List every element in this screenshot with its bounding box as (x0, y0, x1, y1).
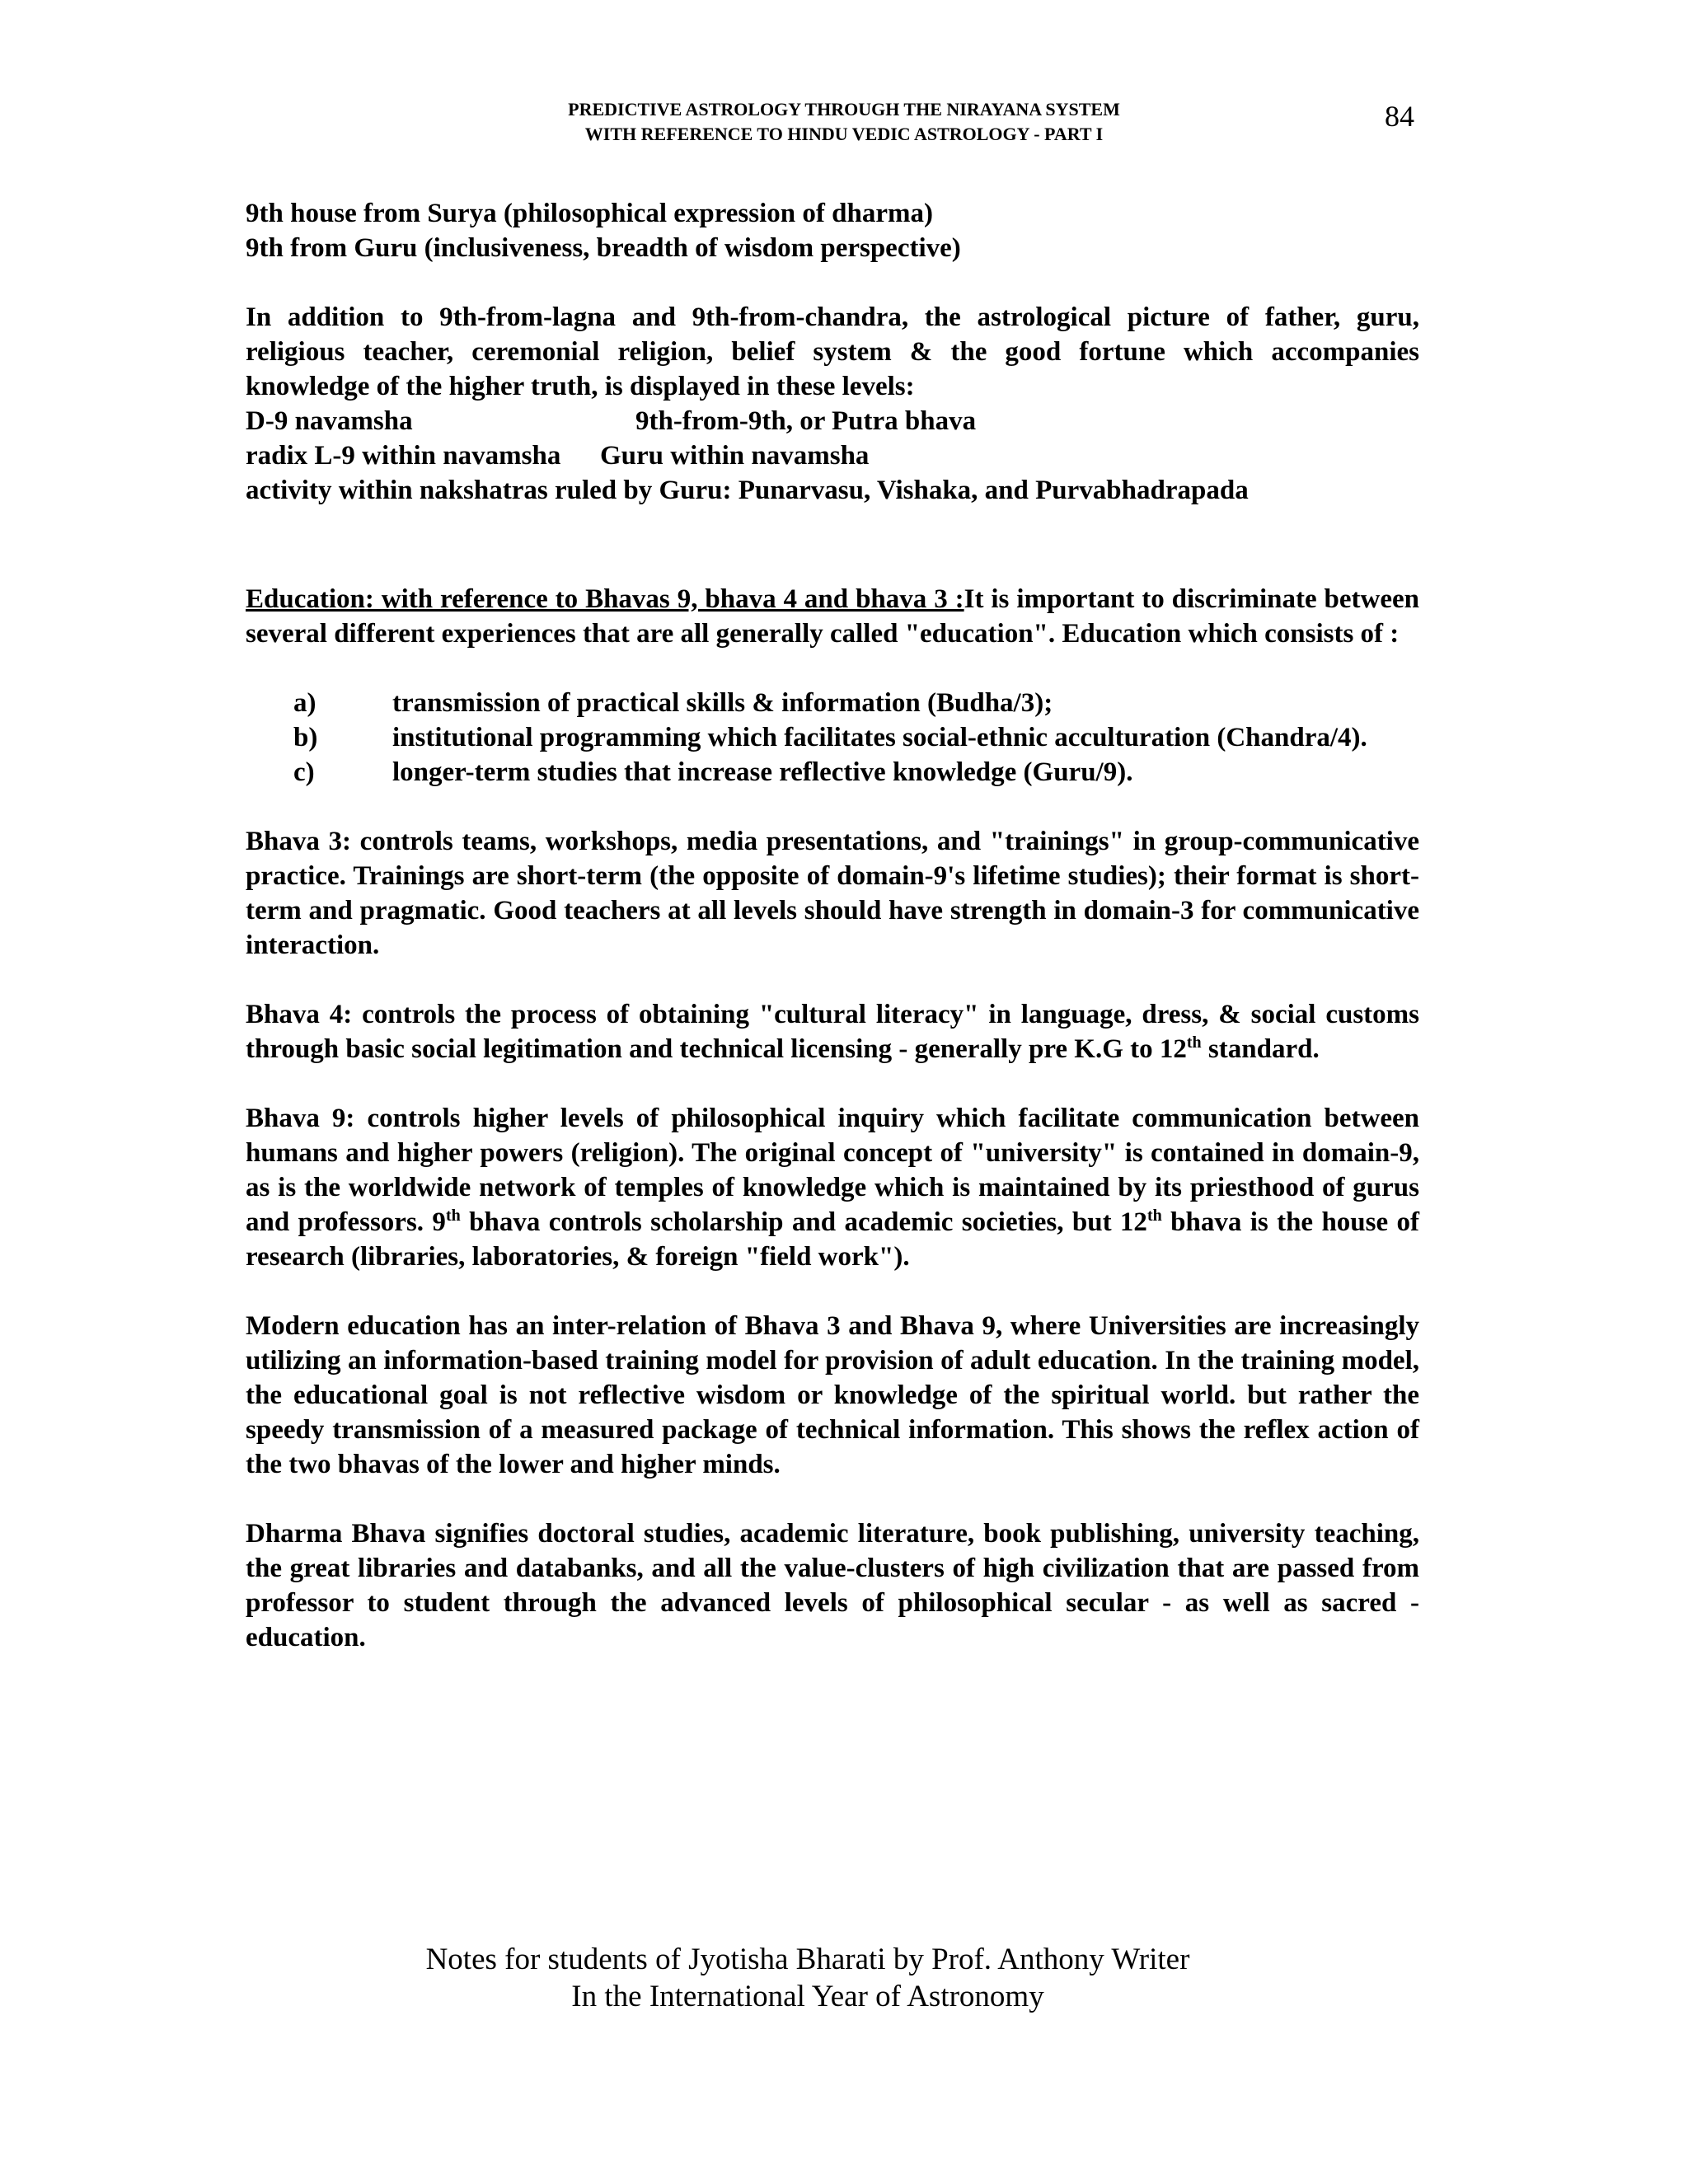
bhava-9-paragraph (246, 1101, 1419, 1274)
list-item-label: a) (293, 688, 316, 718)
levels-row-1 (246, 404, 1419, 438)
bhava-4-tail: standard. (1201, 1034, 1320, 1064)
modern-education-paragraph: Modern education has an inter-relation of Bhava 3 and Bhava 9, where Universities are increasingly utilizing an information-based training model for provision of adult education. In the training model, the educational goal is not reflective wisdom or knowledge of the spiritual world. but rather the speedy transmission of a measured package of technical information. This shows the reflex action of the two bhavas of the lower and higher minds. (246, 1311, 1419, 1479)
bhava-9-superscript-1: th (445, 1207, 461, 1225)
list-item-text: longer-term studies that increase reflective knowledge (Guru/9). (392, 757, 1133, 787)
bhava-4-paragraph (246, 997, 1419, 1066)
list-item (246, 755, 1419, 790)
levels-row-2 (246, 438, 1419, 473)
intro-line-2: 9th from Guru (inclusiveness, breadth of wisdom perspective) (246, 233, 961, 263)
list-item (246, 686, 1419, 720)
education-list (246, 686, 1419, 790)
bhava-4-superscript: th (1186, 1033, 1202, 1052)
footer-line-1: Notes for students of Jyotisha Bharati by Prof. Anthony Writer (425, 1943, 1190, 1976)
addition-paragraph: In addition to 9th-from-lagna and 9th-from-chandra, the astrological picture of father, guru, religious teacher, ceremonial religion, belief system & the good fortune which accompanies knowledge of the higher truth, is displayed in these levels: (246, 302, 1419, 401)
bhava-9-text-2: bhava controls scholarship and academic societies, but 12 (460, 1207, 1147, 1237)
levels-row-1-col-a: D-9 navamsha (246, 406, 413, 436)
bhava-9-text-3: bhava is the house of research (libraries, laboratories, & foreign "field work"). (246, 1207, 1420, 1272)
page-footer (0, 1941, 1615, 2015)
levels-row-3: activity within nakshatras ruled by Guru: Punarvasu, Vishaka, and Purvabhadrapada (246, 476, 1249, 505)
bhava-4-text: Bhava 4: controls the process of obtaining "cultural literacy" in language, dress, & social customs through basic social legitimation and technical licensing - generally pre K.G to 12 (246, 1000, 1419, 1064)
list-item-label: c) (293, 757, 315, 787)
bhava-3-paragraph: Bhava 3: controls teams, workshops, media presentations, and "trainings" in group-communicative practice. Trainings are short-term (the opposite of domain-9's lifetime studies); their format is short-term and pragmatic. Good teachers at all levels should have strength in domain-3 for communicative interaction. (246, 827, 1419, 960)
header-line-2: WITH REFERENCE TO HINDU VEDIC ASTROLOGY - PART I (584, 124, 1104, 144)
bhava-9-text-1: Bhava 9: controls higher levels of philosophical inquiry which facilitate communication between humans and higher powers (religion). The original concept of "university" is contained in domain-9, as is the worldwide network of temples of knowledge which is maintained by its priesthood of gurus and professors. 9 (246, 1104, 1419, 1237)
intro-line-1: 9th house from Surya (philosophical expression of dharma) (246, 199, 933, 228)
education-heading: Education: with reference to Bhavas 9, bhava 4 and bhava 3 : (246, 584, 964, 614)
body-text (246, 196, 1419, 1655)
list-item-label: b) (293, 723, 318, 752)
levels-row-2-col-b: Guru within navamsha (600, 441, 870, 471)
list-item-text: transmission of practical skills & information (Budha/3); (392, 688, 1053, 718)
education-intro-text: It is important to discriminate between several different experiences that are all generally called "education". Education which consists of : (246, 584, 1420, 649)
footer-line-2: In the International Year of Astronomy (571, 1980, 1044, 2013)
header-line-1: PREDICTIVE ASTROLOGY THROUGH THE NIRAYANA SYSTEM (568, 99, 1120, 120)
running-header (0, 97, 1688, 147)
levels-row-2-col-a: radix L-9 within navamsha (246, 441, 561, 471)
page-number: 84 (1385, 100, 1414, 133)
levels-row-1-col-b: 9th-from-9th, or Putra bhava (635, 406, 977, 436)
education-paragraph (246, 582, 1419, 651)
bhava-9-superscript-2: th (1146, 1207, 1162, 1225)
list-item (246, 720, 1419, 755)
dharma-bhava-paragraph: Dharma Bhava signifies doctoral studies, academic literature, book publishing, university teaching, the great libraries and databanks, and all the value-clusters of high civilization that are passed from professor to student through the advanced levels of philosophical secular - as well as sacred - education. (246, 1519, 1419, 1652)
list-item-text: institutional programming which facilitates social-ethnic acculturation (Chandra/4). (392, 723, 1367, 752)
